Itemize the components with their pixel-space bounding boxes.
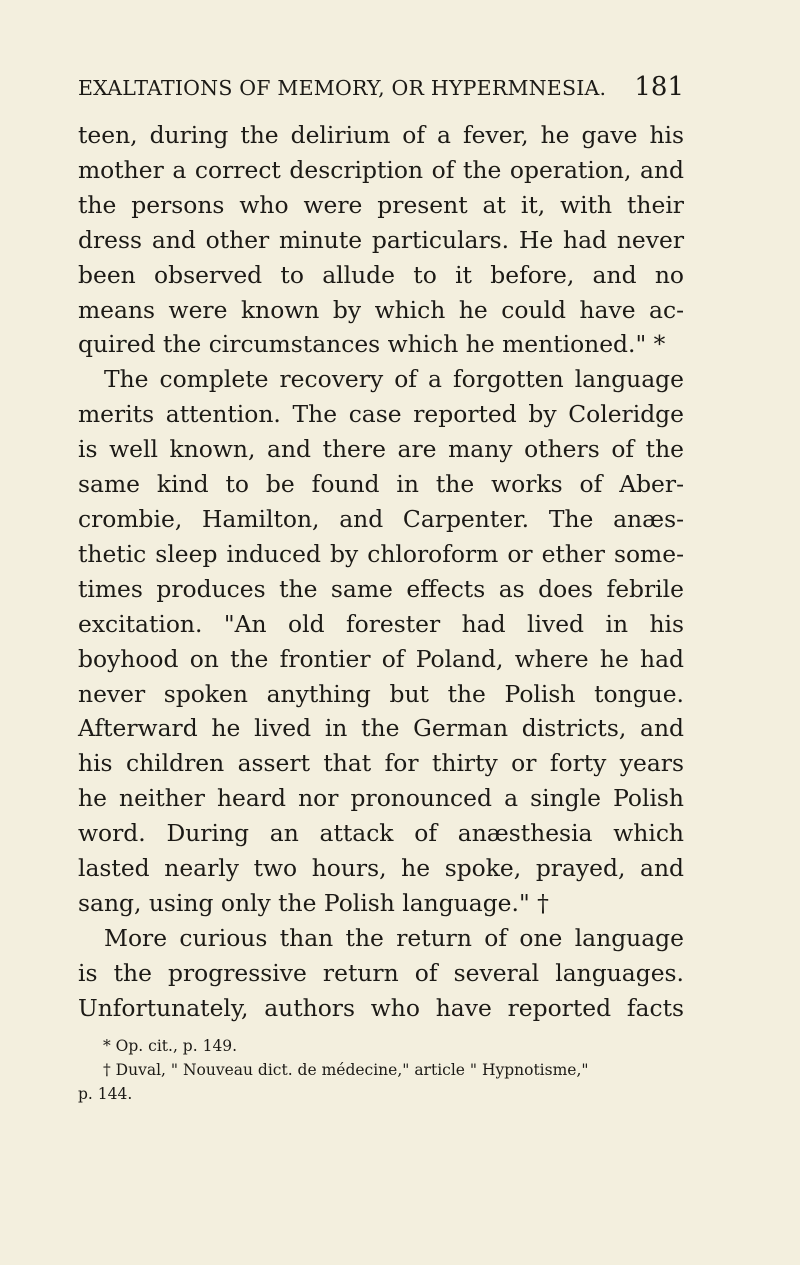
text-line: boyhood on the frontier of Poland, where he had <box>78 644 684 673</box>
text-line: crombie, Hamilton, and Carpenter. The anæs- <box>78 504 684 533</box>
text-line: same kind to be found in the works of Aber- <box>78 470 684 499</box>
text-line: been observed to allude to it before, and no <box>78 260 684 289</box>
footnote-2-continuation: p. 144. <box>78 1084 133 1103</box>
page-number: 181 <box>634 72 684 102</box>
text-line: sang, using only the Polish language." † <box>78 888 549 917</box>
text-line: Unfortunately, authors who have reported facts <box>78 993 684 1022</box>
text-line: merits attention. The case reported by Coleridge <box>78 400 684 429</box>
text-line: excitation. "An old forester had lived in his <box>78 609 684 638</box>
paragraph-start-line: More curious than the return of one language <box>104 923 684 952</box>
text-line: quired the circumstances which he mentioned." * <box>78 330 666 359</box>
footnotes <box>78 1034 684 1106</box>
text-line: word. During an attack of anæsthesia which <box>78 819 684 848</box>
text-line: thetic sleep induced by chloroform or ether some- <box>78 539 684 568</box>
text-line: means were known by which he could have ac- <box>78 295 684 324</box>
running-head <box>78 72 684 102</box>
text-line: Afterward he lived in the German districts, and <box>78 714 684 743</box>
text-line: lasted nearly two hours, he spoke, prayed, and <box>78 854 684 883</box>
text-line: is well known, and there are many others of the <box>78 435 684 464</box>
text-line: his children assert that for thirty or forty years <box>78 749 684 778</box>
book-page <box>78 72 684 1106</box>
text-line: times produces the same effects as does febrile <box>78 574 684 603</box>
text-line: is the progressive return of several languages. <box>78 958 684 987</box>
running-title: EXALTATIONS OF MEMORY, OR HYPERMNESIA. <box>78 76 607 100</box>
text-line: dress and other minute particulars. He had never <box>78 225 684 254</box>
text-line: mother a correct description of the operation, and <box>78 155 684 184</box>
body-text <box>78 118 684 1026</box>
text-line: he neither heard nor pronounced a single Polish <box>78 784 684 813</box>
text-line: never spoken anything but the Polish tongue. <box>78 679 684 708</box>
paragraph-start-line: The complete recovery of a forgotten language <box>104 365 684 394</box>
text-line: the persons who were present at it, with their <box>78 190 684 219</box>
text-line: teen, during the delirium of a fever, he gave his <box>78 121 684 149</box>
footnote-1: * Op. cit., p. 149. <box>103 1036 238 1055</box>
footnote-2: † Duval, " Nouveau dict. de médecine," article " Hypnotisme," <box>103 1060 589 1079</box>
